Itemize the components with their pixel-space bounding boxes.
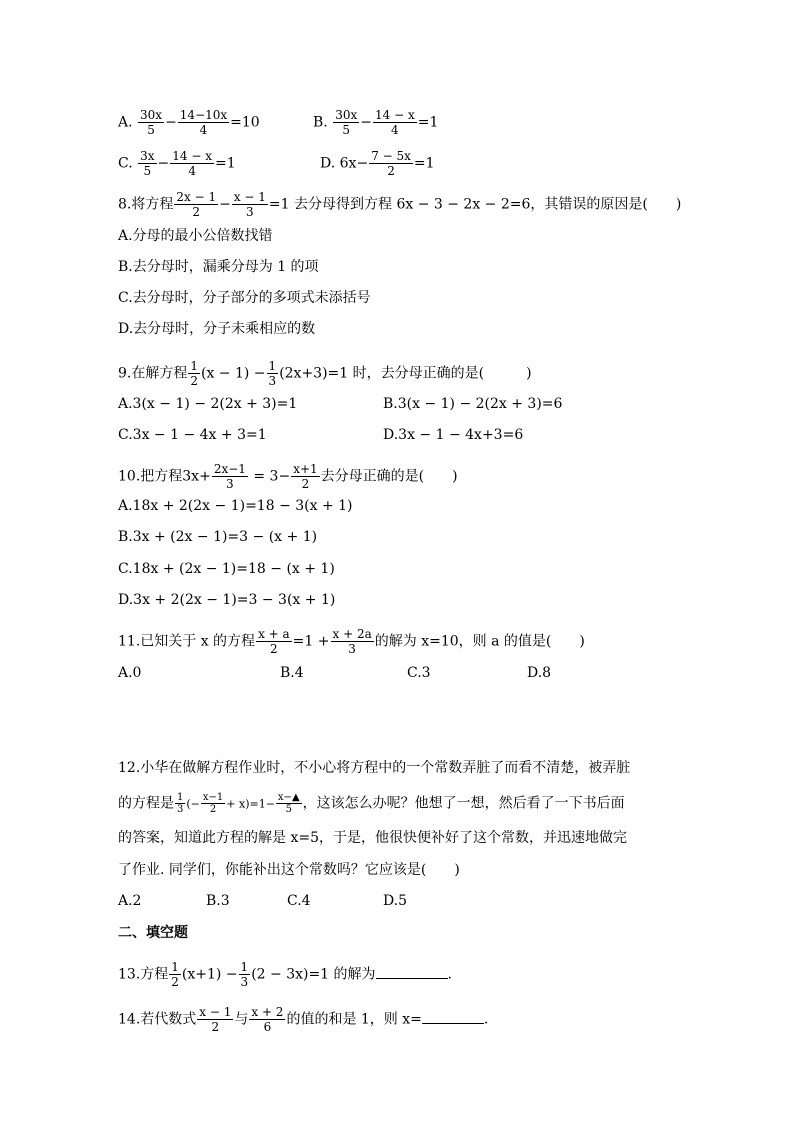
q7-option-c: C. $\frac{3x}{5}$ − $\frac{14 - x}{4}$ =1 [118, 149, 236, 178]
fraction: $\frac{x-1}{2}$ [202, 792, 224, 815]
fraction: $\frac{14-10x}{4}$ [179, 108, 228, 137]
fraction: $\frac{1}{3}$ [268, 359, 277, 388]
fraction: $\frac{2x - 1}{2}$ [176, 190, 217, 219]
fraction: $\frac{x + 2}{6}$ [251, 1005, 284, 1034]
fraction: $\frac{3x}{5}$ [140, 149, 155, 178]
fraction: $\frac{x + 2a}{3}$ [332, 627, 372, 656]
question-14: 14.若代数式 $\frac{x - 1}{2}$ 与 $\frac{x + 2}{6}$ 的值的和是 1，则 x= . [118, 1005, 489, 1034]
q9-option-a: A.3(x − 1) − 2(2x + 3)=1 [118, 396, 298, 412]
fraction: $\frac{x-▲}{5}$ [277, 792, 300, 815]
fraction: $\frac{1}{2}$ [171, 960, 179, 989]
q9-option-d: D.3x − 1 − 4x+3=6 [383, 427, 524, 443]
fraction: $\frac{x - 1}{3}$ [233, 190, 266, 219]
fraction: $\frac{7 - 5x}{2}$ [371, 149, 411, 178]
q10-option-d: D.3x + 2(2x − 1)=3 − 3(x + 1) [118, 592, 336, 608]
fraction: $\frac{1}{2}$ [190, 359, 198, 388]
fraction: $\frac{14 - x}{4}$ [374, 108, 415, 137]
fraction: $\frac{1}{3}$ [240, 960, 249, 989]
question-12-line-3: 的答案，知道此方程的解是 x=5，于是，他很快便补好了这个常数，并迅速地做完 [118, 830, 627, 846]
question-13: 13.方程 $\frac{1}{2}$ (x+1) − $\frac{1}{3}$ (2 − 3x)=1 的解为 . [118, 960, 452, 989]
q10-option-b: B.3x + (2x − 1)=3 − (x + 1) [118, 529, 318, 545]
q7-option-a: A. $\frac{30x}{5}$ − $\frac{14-10x}{4}$ =10 [118, 108, 260, 137]
q12-option-b: B.3 [206, 893, 230, 909]
q7-option-b: B. $\frac{30x}{5}$ − $\frac{14 - x}{4}$ =1 [313, 108, 439, 137]
q7-option-d: D. 6x− $\frac{7 - 5x}{2}$ =1 [320, 149, 435, 178]
q12-option-a: A.2 [118, 893, 142, 909]
question-12-line-2: 的方程是 $\frac{1}{3}$ (− $\frac{x-1}{2}$ + x)=1− $\frac{x-▲}{5}$ ，这该怎么办呢？他想了一想，然后看了一下书后面 [118, 792, 625, 815]
q9-option-c: C.3x − 1 − 4x + 3=1 [118, 427, 267, 443]
q11-option-a: A.0 [118, 665, 142, 681]
fraction: $\frac{x + a}{2}$ [258, 627, 290, 656]
fraction: $\frac{2x-1}{3}$ [213, 462, 246, 491]
question-8: 8.将方程 $\frac{2x - 1}{2}$ − $\frac{x - 1}{3}$ =1 去分母得到方程 6x − 3 − 2x − 2=6，其错误的原因是( ) [118, 190, 682, 219]
q8-option-c: C.去分母时，分子部分的多项式未添括号 [118, 290, 371, 306]
q10-option-c: C.18x + (2x − 1)=18 − (x + 1) [118, 561, 335, 577]
q11-option-c: C.3 [407, 665, 431, 681]
fraction: $\frac{x - 1}{2}$ [199, 1005, 232, 1034]
q8-option-d: D.去分母时，分子未乘相应的数 [118, 321, 316, 337]
q12-option-c: C.4 [287, 893, 311, 909]
answer-blank[interactable] [422, 1011, 484, 1024]
q10-option-a: A.18x + 2(2x − 1)=18 − 3(x + 1) [118, 498, 353, 514]
fraction: $\frac{30x}{5}$ [140, 108, 163, 137]
fraction: $\frac{1}{3}$ [177, 792, 184, 815]
q9-option-b: B.3(x − 1) − 2(2x + 3)=6 [383, 396, 563, 412]
answer-blank[interactable] [376, 966, 448, 979]
section-heading: 二、填空题 [118, 925, 188, 941]
question-9: 9.在解方程 $\frac{1}{2}$ (x − 1) − $\frac{1}{3}$ (2x+3)=1 时，去分母正确的是( ) [118, 359, 532, 388]
question-10: 10.把方程3x+ $\frac{2x-1}{3}$ = 3− $\frac{x+1}{2}$ 去分母正确的是( ) [118, 462, 458, 491]
question-12-line-4: 了作业. 同学们，你能补出这个常数吗？它应该是( ) [118, 862, 460, 878]
q8-option-a: A.分母的最小公倍数找错 [118, 228, 273, 244]
question-11: 11.已知关于 x 的方程 $\frac{x + a}{2}$ =1 + $\frac{x + 2a}{3}$ 的解为 x=10，则 a 的值是( ) [118, 627, 585, 656]
question-12-line-1: 12.小华在做解方程作业时，不小心将方程中的一个常数弄脏了而看不清楚，被弄脏 [118, 760, 631, 776]
fraction: $\frac{30x}{5}$ [335, 108, 358, 137]
fraction: $\frac{x+1}{2}$ [293, 462, 318, 491]
q8-option-b: B.去分母时，漏乘分母为 1 的项 [118, 259, 319, 275]
q12-option-d: D.5 [383, 893, 408, 909]
fraction: $\frac{14 - x}{4}$ [172, 149, 212, 178]
q11-option-b: B.4 [280, 665, 304, 681]
q11-option-d: D.8 [527, 665, 552, 681]
